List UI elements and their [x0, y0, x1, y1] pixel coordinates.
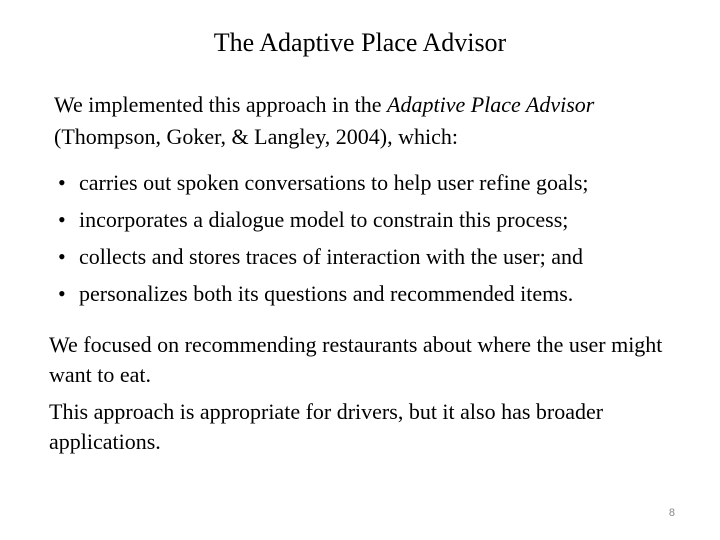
bullet-item: [56, 275, 696, 312]
intro-citation: (Thompson, Goker, & Langley, 2004), which:: [54, 124, 459, 149]
bullet-icon: •: [58, 207, 66, 232]
intro-paragraph: [54, 89, 694, 153]
page-number: 8: [668, 507, 675, 519]
bullet-text: incorporates a dialogue model to constrain this process;: [79, 207, 569, 232]
bullet-text: personalizes both its questions and recommended items.: [79, 281, 574, 306]
slide-title: The Adaptive Place Advisor: [213, 28, 507, 57]
paragraph-applications: This approach is appropriate for drivers, but it also has broader applications.: [49, 399, 604, 454]
bullet-text: carries out spoken conversations to help user refine goals;: [79, 170, 589, 195]
bullet-text: collects and stores traces of interaction with the user; and: [79, 244, 583, 269]
bullet-list: [56, 164, 696, 312]
bullet-icon: •: [58, 281, 66, 306]
bullet-icon: •: [58, 170, 66, 195]
intro-emphasis: Adaptive Place Advisor: [387, 92, 595, 117]
bullet-item: [56, 238, 696, 275]
bullet-item: [56, 201, 696, 238]
bullet-item: [56, 164, 696, 201]
bullet-icon: •: [58, 244, 66, 269]
paragraph-restaurants: We focused on recommending restaurants about where the user might want to eat.: [49, 332, 663, 387]
intro-text: We implemented this approach in the: [54, 92, 388, 117]
